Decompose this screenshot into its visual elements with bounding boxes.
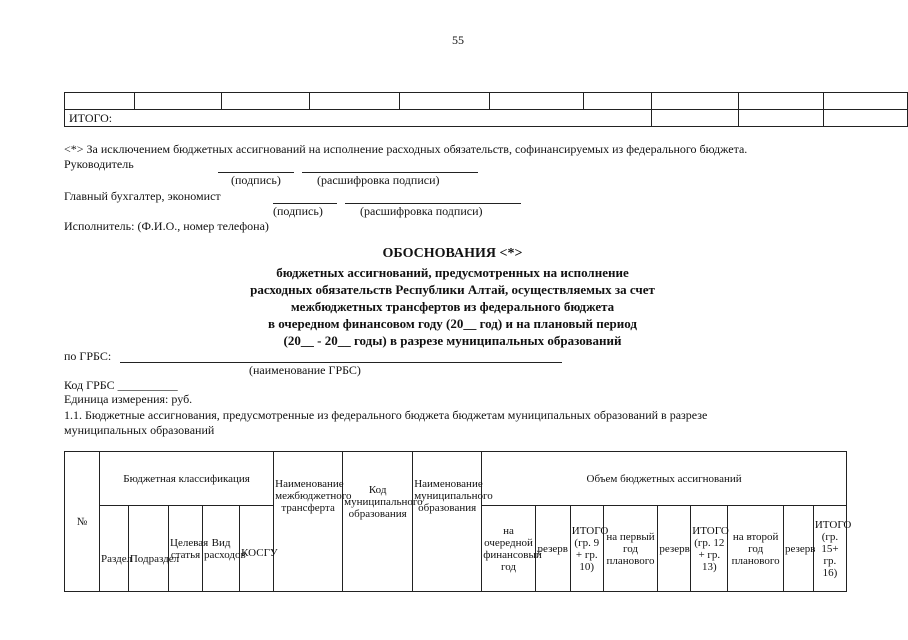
col-next-year: на очередной финансовый год bbox=[482, 506, 536, 592]
col-total-1: ИТОГО (гр. 9 + гр. 10) bbox=[570, 506, 603, 592]
col-reserve-3: резерв bbox=[783, 506, 813, 592]
col-total-3: ИТОГО (гр. 15+ гр. 16) bbox=[813, 506, 846, 592]
grbs-code: Код ГРБС __________ bbox=[64, 378, 178, 392]
header-row-1 bbox=[65, 452, 847, 506]
accountant-decoding-hint: (расшифровка подписи) bbox=[360, 204, 483, 218]
unit-label: Единица измерения: руб. bbox=[64, 392, 193, 406]
head-label: Руководитель bbox=[64, 157, 134, 171]
col-reserve-2: резерв bbox=[658, 506, 691, 592]
total-label: ИТОГО: bbox=[65, 110, 652, 127]
title-line-4: межбюджетных трансфертов из федерального бюджета bbox=[290, 299, 615, 314]
col-kosgu: КОСГУ bbox=[240, 506, 274, 592]
col-volume: Объем бюджетных ассигнований bbox=[482, 452, 847, 506]
budget-allocations-table bbox=[64, 451, 852, 592]
col-plan-year-1: на первый год планового bbox=[603, 506, 658, 592]
col-reserve-1: резерв bbox=[535, 506, 570, 592]
head-signature-hint: (подпись) bbox=[231, 173, 281, 187]
title-line-3: расходных обязательств Республики Алтай, осуществляемых за счет bbox=[250, 282, 655, 297]
executor-label: Исполнитель: (Ф.И.О., номер телефона) bbox=[64, 219, 269, 233]
col-num: № bbox=[65, 452, 100, 592]
grbs-label: по ГРБС: bbox=[64, 349, 112, 363]
col-total-2: ИТОГО (гр. 12 + гр. 13) bbox=[691, 506, 728, 592]
section-heading-line-2: муниципальных образований bbox=[64, 423, 215, 437]
grbs-hint: (наименование ГРБС) bbox=[249, 363, 361, 377]
page-number: 55 bbox=[452, 33, 464, 47]
top-total-table bbox=[64, 92, 908, 127]
title-line-2: бюджетных ассигнований, предусмотренных на исполнение bbox=[276, 265, 629, 280]
col-transfer-name: Наименование межбюджетного трансферта bbox=[274, 452, 343, 592]
section-heading-line-1: 1.1. Бюджетные ассигнования, предусмотренные из федерального бюджета бюджетам муниципальных образований в разрезе bbox=[64, 408, 708, 422]
col-subsection: Подраздел bbox=[128, 506, 168, 592]
col-budget-class: Бюджетная классификация bbox=[100, 452, 274, 506]
col-plan-year-2: на второй год планового bbox=[728, 506, 784, 592]
col-section: Раздел bbox=[100, 506, 129, 592]
title-line-1: ОБОСНОВАНИЯ <*> bbox=[382, 246, 523, 261]
head-decoding-hint: (расшифровка подписи) bbox=[317, 173, 440, 187]
accountant-label: Главный бухгалтер, экономист bbox=[64, 189, 221, 203]
accountant-signature-hint: (подпись) bbox=[273, 204, 323, 218]
footnote: <*> За исключением бюджетных ассигнований на исполнение расходных обязательств, софинансируемых из федерального бюджета. bbox=[64, 142, 748, 156]
col-municipality-name: Наименование муниципального образования bbox=[413, 452, 482, 592]
top-table-total-row bbox=[65, 110, 908, 127]
title-line-5: в очередном финансовом году (20__ год) и на плановый период bbox=[268, 316, 637, 331]
col-expense-type: Вид расходов bbox=[203, 506, 240, 592]
top-table-row bbox=[65, 93, 908, 110]
col-target-item: Целевая статья bbox=[169, 506, 203, 592]
title-line-6: (20__ - 20__ годы) в разрезе муниципальных образований bbox=[283, 333, 622, 348]
col-municipality-code: Код муниципального образования bbox=[343, 452, 413, 592]
